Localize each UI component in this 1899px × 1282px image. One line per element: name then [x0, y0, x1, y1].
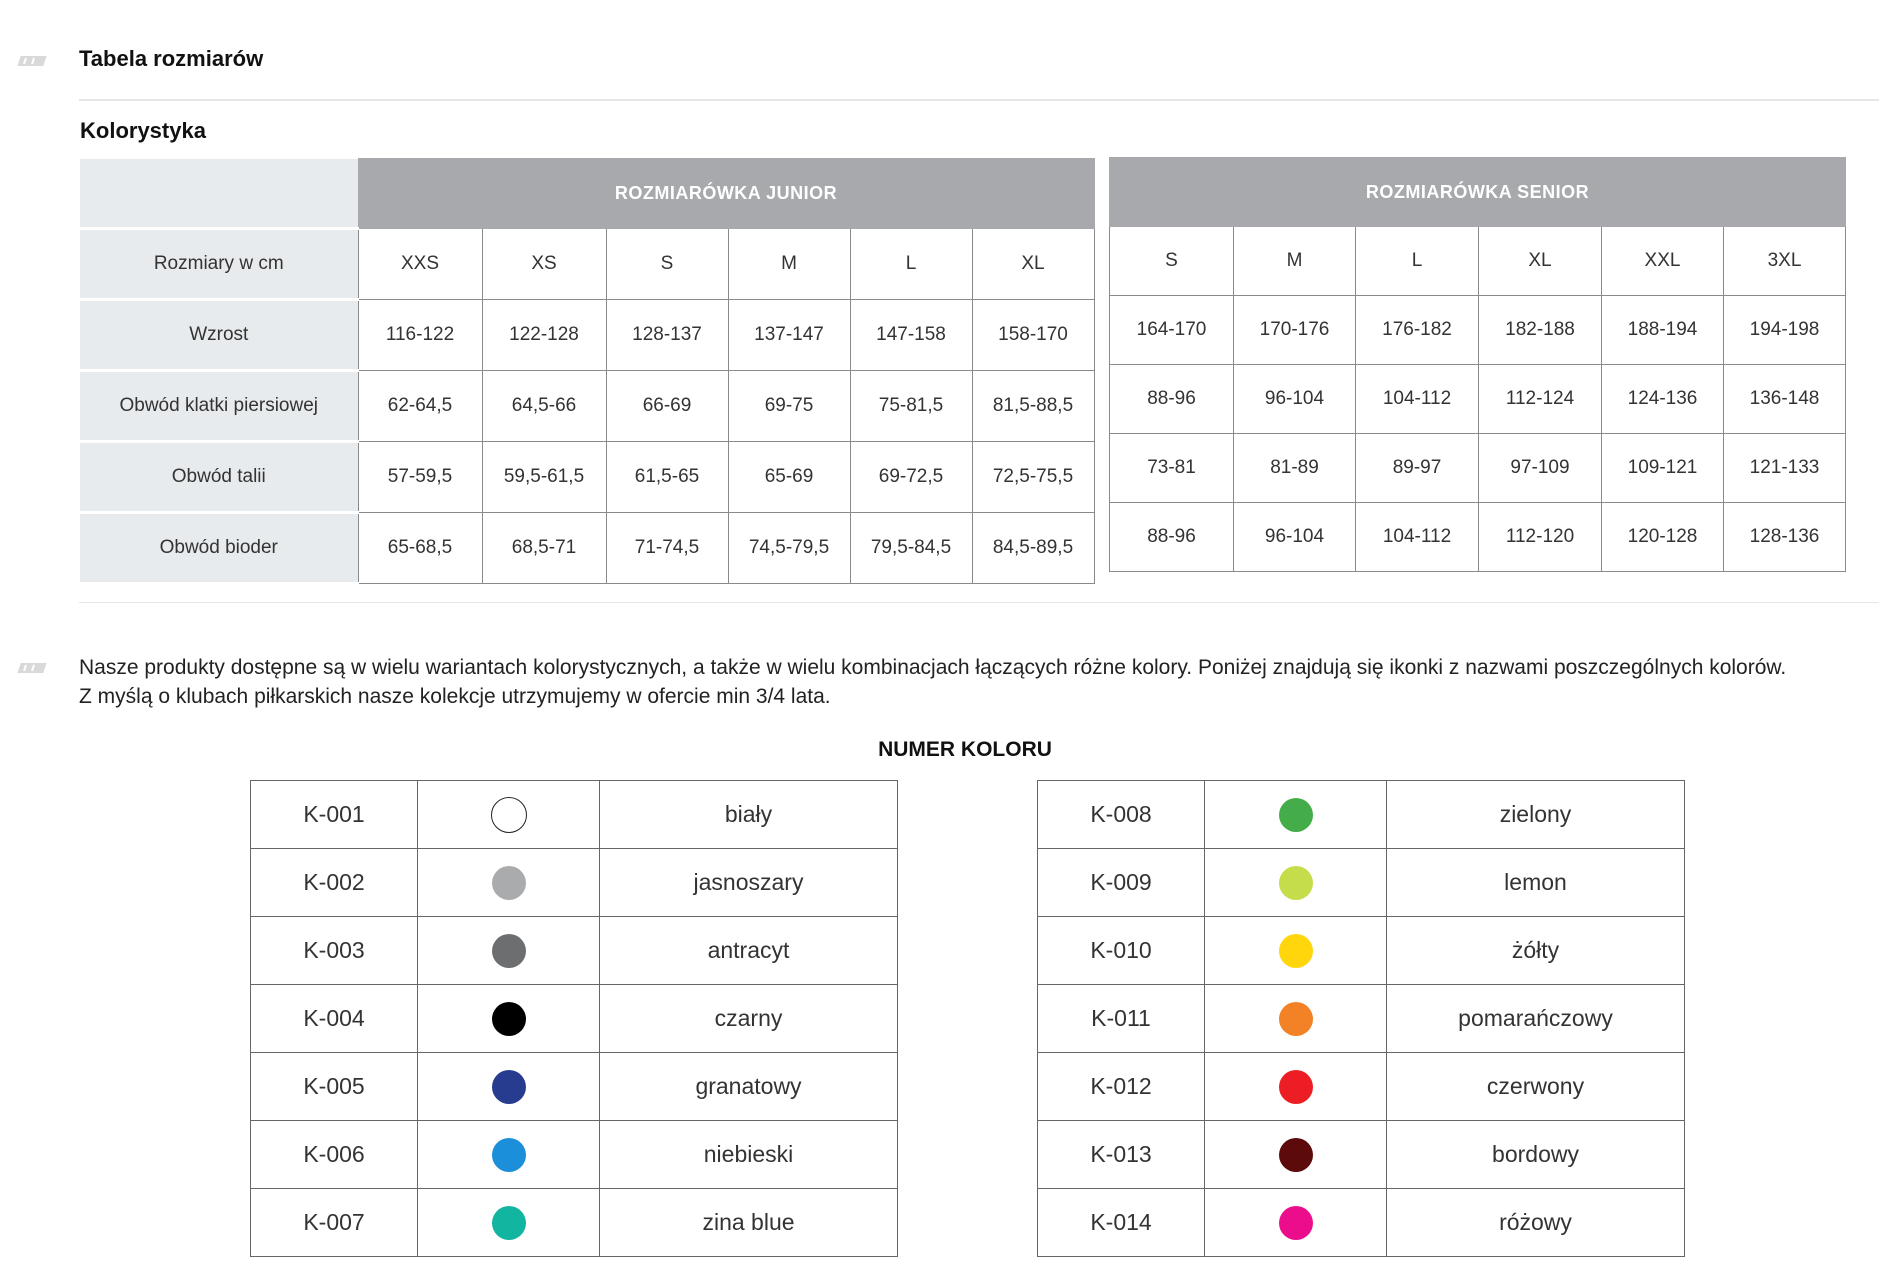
table-cell: 116-122: [358, 299, 482, 370]
table-cell: 74,5-79,5: [728, 512, 850, 583]
color-row: [251, 985, 898, 1053]
color-swatch-cell: [1205, 985, 1387, 1053]
color-swatch-cell: [418, 781, 600, 849]
color-name: czarny: [600, 985, 898, 1053]
size-label: XL: [1479, 227, 1602, 296]
table-cell: 69-75: [728, 370, 850, 441]
description-line-2: Z myślą o klubach piłkarskich nasze kolekcje utrzymujemy w ofercie min 3/4 lata.: [79, 685, 831, 708]
table-cell: 68,5-71: [482, 512, 606, 583]
color-swatch-icon: [1279, 866, 1313, 900]
table-cell: 97-109: [1479, 434, 1602, 503]
color-swatch-icon: [492, 866, 526, 900]
color-swatch-cell: [418, 1189, 600, 1257]
color-table-left: [250, 780, 898, 1257]
table-cell: 73-81: [1110, 434, 1234, 503]
color-name: biały: [600, 781, 898, 849]
color-swatch-icon: [1279, 798, 1313, 832]
color-code: K-012: [1038, 1053, 1205, 1121]
color-row: [251, 1053, 898, 1121]
table-cell: 96-104: [1234, 365, 1356, 434]
section-subheading: Kolorystyka: [80, 118, 206, 143]
table-cell: 79,5-84,5: [850, 512, 972, 583]
table-cell: 188-194: [1602, 296, 1724, 365]
color-code: K-006: [251, 1121, 418, 1189]
color-row: [1038, 1053, 1685, 1121]
table-cell: 57-59,5: [358, 441, 482, 512]
table-row: [80, 512, 1094, 583]
color-code: K-008: [1038, 781, 1205, 849]
table-cell: 88-96: [1110, 503, 1234, 572]
size-table-senior-block: [1109, 157, 1846, 572]
color-swatch-icon: [492, 1070, 526, 1104]
color-name: zina blue: [600, 1189, 898, 1257]
color-row: [1038, 1189, 1685, 1257]
color-swatch-cell: [1205, 1121, 1387, 1189]
size-label: S: [606, 228, 728, 299]
color-row: [251, 1189, 898, 1257]
table-cell: 71-74,5: [606, 512, 728, 583]
table-cell: 61,5-65: [606, 441, 728, 512]
color-name: różowy: [1387, 1189, 1685, 1257]
size-label: XXL: [1602, 227, 1724, 296]
table-cell: 124-136: [1602, 365, 1724, 434]
color-code: K-001: [251, 781, 418, 849]
table-cell: 122-128: [482, 299, 606, 370]
color-row: [251, 849, 898, 917]
color-swatch-icon: [492, 1138, 526, 1172]
table-row: [80, 370, 1094, 441]
color-row: [1038, 781, 1685, 849]
size-label: S: [1110, 227, 1234, 296]
brand-logo-icon: [14, 661, 52, 675]
color-row: [1038, 849, 1685, 917]
table-cell: 112-124: [1479, 365, 1602, 434]
color-swatch-cell: [418, 917, 600, 985]
table-cell: 147-158: [850, 299, 972, 370]
color-number-title: NUMER KOLORU: [878, 738, 1052, 761]
table-row: [1110, 365, 1846, 434]
table-cell: 75-81,5: [850, 370, 972, 441]
row-label: Wzrost: [80, 299, 358, 370]
table-cell: 158-170: [972, 299, 1094, 370]
color-swatch-icon: [1279, 934, 1313, 968]
brand-logo-icon: [14, 54, 52, 68]
table-cell: 121-133: [1724, 434, 1846, 503]
color-row: [1038, 917, 1685, 985]
table-cell: 104-112: [1356, 365, 1479, 434]
color-name: antracyt: [600, 917, 898, 985]
table-cell: 182-188: [1479, 296, 1602, 365]
table-cell: 164-170: [1110, 296, 1234, 365]
junior-header: ROZMIARÓWKA JUNIOR: [358, 159, 1094, 229]
top-divider: [79, 99, 1879, 101]
color-row: [1038, 1121, 1685, 1189]
table-cell: 128-137: [606, 299, 728, 370]
table-cell: 176-182: [1356, 296, 1479, 365]
table-cell: 62-64,5: [358, 370, 482, 441]
color-code: K-003: [251, 917, 418, 985]
color-code: K-010: [1038, 917, 1205, 985]
row-label: Rozmiary w cm: [80, 228, 358, 299]
color-row: [251, 1121, 898, 1189]
table-cell: 194-198: [1724, 296, 1846, 365]
table-cell: 109-121: [1602, 434, 1724, 503]
table-cell: 88-96: [1110, 365, 1234, 434]
color-code: K-014: [1038, 1189, 1205, 1257]
table-cell: 65-69: [728, 441, 850, 512]
table-row: [80, 299, 1094, 370]
size-label: M: [1234, 227, 1356, 296]
color-name: pomarańczowy: [1387, 985, 1685, 1053]
color-swatch-cell: [1205, 849, 1387, 917]
description-line-1: Nasze produkty dostępne są w wielu wariantach kolorystycznych, a także w wielu kombinacjach łączących różne kolory. Poniżej znajdują się ikonki z nazwami poszczególnych kolorów.: [79, 656, 1787, 679]
color-name: jasnoszary: [600, 849, 898, 917]
table-cell: 89-97: [1356, 434, 1479, 503]
size-label: M: [728, 228, 850, 299]
table-corner: [80, 159, 358, 229]
size-label: L: [850, 228, 972, 299]
size-row: [1110, 227, 1846, 296]
table-cell: 64,5-66: [482, 370, 606, 441]
color-swatch-cell: [1205, 781, 1387, 849]
table-row: [80, 441, 1094, 512]
description-text: [79, 653, 1879, 711]
row-label: Obwód talii: [80, 441, 358, 512]
table-cell: 59,5-61,5: [482, 441, 606, 512]
color-row: [251, 781, 898, 849]
color-code: K-009: [1038, 849, 1205, 917]
color-swatch-icon: [1279, 1206, 1313, 1240]
color-name: granatowy: [600, 1053, 898, 1121]
row-label: Obwód bioder: [80, 512, 358, 583]
color-name: niebieski: [600, 1121, 898, 1189]
color-name: żółty: [1387, 917, 1685, 985]
row-label: Obwód klatki piersiowej: [80, 370, 358, 441]
color-code: K-004: [251, 985, 418, 1053]
color-swatch-icon: [1279, 1002, 1313, 1036]
size-label: XS: [482, 228, 606, 299]
mid-divider: [79, 602, 1879, 603]
color-swatch-cell: [418, 985, 600, 1053]
color-swatch-icon: [1279, 1070, 1313, 1104]
table-cell: 137-147: [728, 299, 850, 370]
color-name: lemon: [1387, 849, 1685, 917]
size-table-senior: [1109, 157, 1846, 572]
table-cell: 120-128: [1602, 503, 1724, 572]
size-label: 3XL: [1724, 227, 1846, 296]
size-table-junior-block: [80, 158, 1095, 585]
color-name: czerwony: [1387, 1053, 1685, 1121]
size-table-junior: [80, 158, 1095, 585]
table-cell: 128-136: [1724, 503, 1846, 572]
color-swatch-cell: [1205, 917, 1387, 985]
table-cell: 81-89: [1234, 434, 1356, 503]
color-swatch-icon: [1279, 1138, 1313, 1172]
table-cell: 72,5-75,5: [972, 441, 1094, 512]
size-label: XL: [972, 228, 1094, 299]
table-row: [1110, 296, 1846, 365]
table-cell: 81,5-88,5: [972, 370, 1094, 441]
size-row: [80, 228, 1094, 299]
color-swatch-cell: [418, 1121, 600, 1189]
color-code: K-007: [251, 1189, 418, 1257]
table-cell: 84,5-89,5: [972, 512, 1094, 583]
color-row: [251, 917, 898, 985]
table-row: [1110, 503, 1846, 572]
color-table-right: [1037, 780, 1685, 1257]
size-label: XXS: [358, 228, 482, 299]
color-name: bordowy: [1387, 1121, 1685, 1189]
size-label: L: [1356, 227, 1479, 296]
table-cell: 66-69: [606, 370, 728, 441]
color-swatch-icon: [492, 934, 526, 968]
color-swatch-icon: [492, 1002, 526, 1036]
color-code: K-011: [1038, 985, 1205, 1053]
table-row: [1110, 434, 1846, 503]
table-cell: 136-148: [1724, 365, 1846, 434]
table-cell: 104-112: [1356, 503, 1479, 572]
table-cell: 170-176: [1234, 296, 1356, 365]
color-code: K-002: [251, 849, 418, 917]
table-cell: 112-120: [1479, 503, 1602, 572]
color-swatch-icon: [491, 797, 527, 833]
color-swatch-cell: [1205, 1189, 1387, 1257]
color-swatch-cell: [418, 1053, 600, 1121]
color-row: [1038, 985, 1685, 1053]
color-swatch-cell: [1205, 1053, 1387, 1121]
table-cell: 69-72,5: [850, 441, 972, 512]
senior-header: ROZMIARÓWKA SENIOR: [1110, 158, 1846, 227]
page-title: Tabela rozmiarów: [79, 46, 264, 71]
color-code: K-013: [1038, 1121, 1205, 1189]
color-name: zielony: [1387, 781, 1685, 849]
color-code: K-005: [251, 1053, 418, 1121]
color-swatch-cell: [418, 849, 600, 917]
table-cell: 96-104: [1234, 503, 1356, 572]
color-swatch-icon: [492, 1206, 526, 1240]
table-cell: 65-68,5: [358, 512, 482, 583]
